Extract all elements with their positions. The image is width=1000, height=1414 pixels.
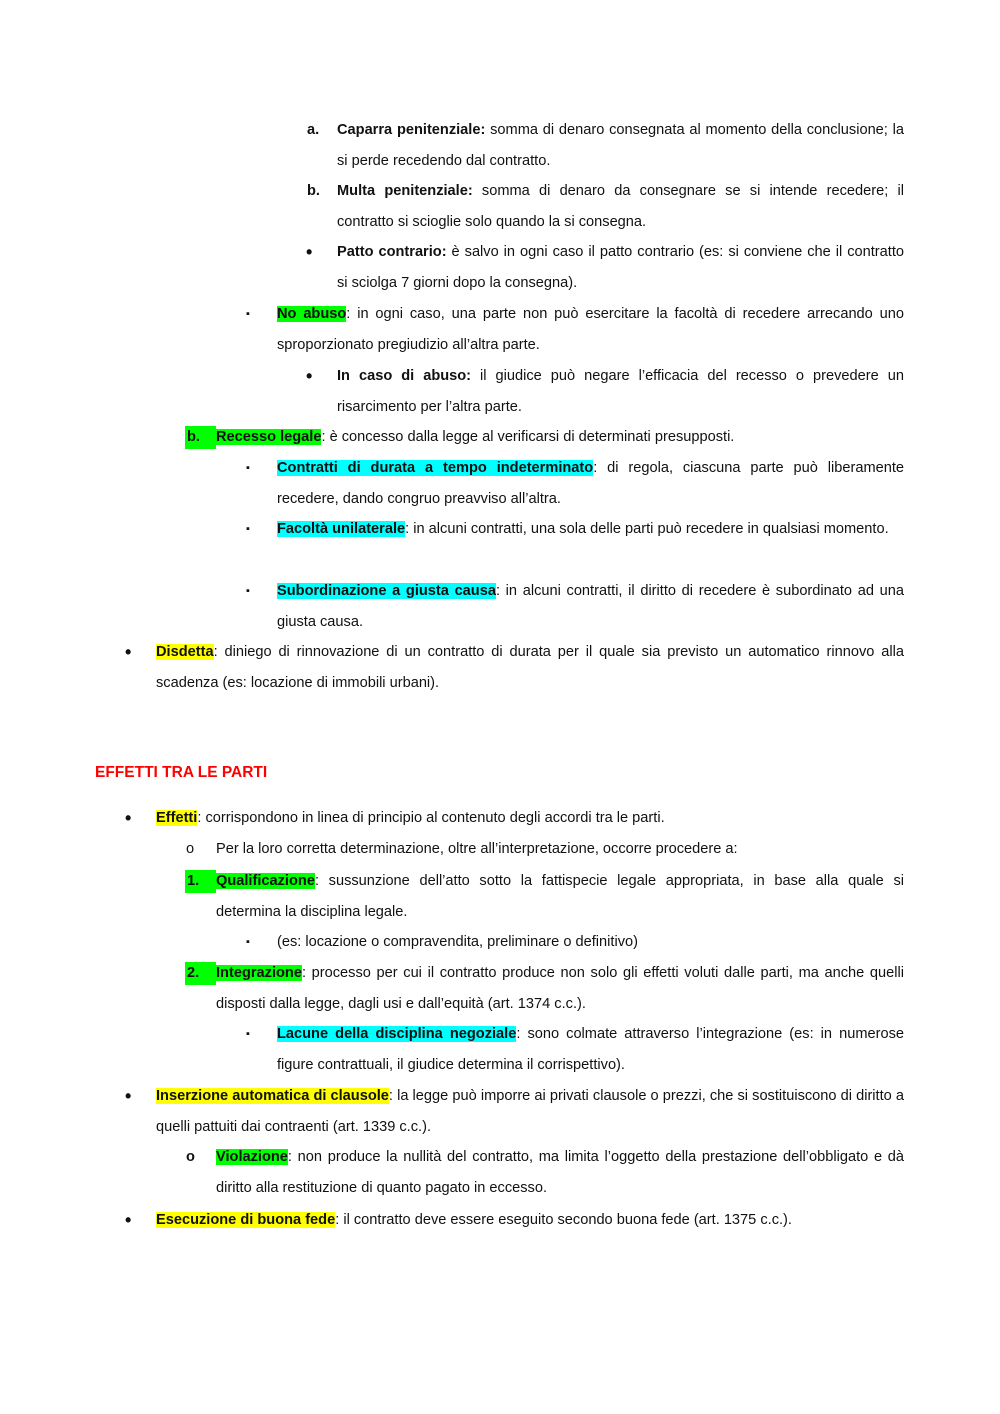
highlighted-term: Subordinazione a giusta causa xyxy=(277,583,496,599)
list-item-term: Caparra penitenziale: xyxy=(337,122,486,138)
square-bullet-marker: ▪ xyxy=(246,1028,250,1040)
square-bullet-marker: ▪ xyxy=(246,308,250,320)
list-item-text: : processo per cui il contratto produce non solo gli effetti voluti dalle parti, ma anche quelli disposti dalla legge, dagli usi e dall’equità (art. 1374 c.c.). xyxy=(216,965,904,1012)
list-item-qualificazione xyxy=(187,866,904,928)
list-item-inserzione-automatica xyxy=(125,1081,904,1143)
section-heading: EFFETTI TRA LE PARTI xyxy=(95,764,268,781)
list-item-text: (es: locazione o compravendita, preliminare o definitivo) xyxy=(277,934,638,950)
list-item-lacune xyxy=(246,1019,904,1081)
list-item-in-caso-di-abuso xyxy=(306,361,904,423)
bullet-marker: • xyxy=(125,1210,132,1230)
list-marker: 1. xyxy=(187,873,200,889)
circle-bullet-marker: o xyxy=(186,1149,195,1165)
square-bullet-marker: ▪ xyxy=(246,462,250,474)
list-item-text: : in ogni caso, una parte non può esercitare la facoltà di recedere arrecando uno sproporzionato pregiudizio all’altra parte. xyxy=(277,306,904,353)
square-bullet-marker: ▪ xyxy=(246,585,250,597)
list-item-recesso-legale xyxy=(187,422,904,453)
list-item-patto-contrario xyxy=(306,237,904,299)
list-item-text: somma di denaro da consegnare se si intende recedere; il contratto si scioglie solo quando la si consegna. xyxy=(337,183,904,230)
bullet-marker: • xyxy=(125,642,132,662)
list-item-text: il giudice può negare l’efficacia del recesso o prevedere un risarcimento per l’altra parte. xyxy=(337,368,904,415)
square-bullet-marker: ▪ xyxy=(246,936,250,948)
list-item-text: : di regola, ciascuna parte può liberamente recedere, dando congruo preavviso all’altra. xyxy=(277,460,905,507)
highlighted-term: Qualificazione xyxy=(216,873,315,889)
highlighted-term: Integrazione xyxy=(216,965,302,981)
highlighted-term: Contratti di durata a tempo indeterminato xyxy=(277,460,594,476)
list-item-text: : sono colmate attraverso l’integrazione (es: in numerose figure contrattuali, il giudice determina il corrispettivo). xyxy=(277,1026,904,1073)
bullet-marker: • xyxy=(306,366,313,386)
highlighted-term: Facoltà unilaterale xyxy=(277,521,406,537)
list-item-esecuzione-buona-fede xyxy=(125,1205,904,1236)
list-item-text: : la legge può imporre ai privati clausole o prezzi, che si sostituiscono di diritto a quelli pattuiti dai contraenti (art. 1339 c.c.). xyxy=(156,1088,904,1135)
list-item-text: è salvo in ogni caso il patto contrario (es: si conviene che il contratto si sciolga 7 giorni dopo la consegna). xyxy=(337,244,904,291)
list-item-text: : è concesso dalla legge al verificarsi di determinati presupposti. xyxy=(321,429,735,445)
bullet-marker: • xyxy=(306,242,313,262)
list-marker: 2. xyxy=(187,965,200,981)
list-item-text: somma di denaro consegnata al momento della conclusione; la si perde recedendo dal contratto. xyxy=(337,122,904,169)
list-item-text: : corrispondono in linea di principio al contenuto degli accordi tra le parti. xyxy=(197,810,665,826)
list-marker: b. xyxy=(187,429,200,445)
square-bullet-marker: ▪ xyxy=(246,523,250,535)
list-item-esempio xyxy=(246,927,904,958)
highlighted-term: No abuso xyxy=(277,306,347,322)
list-item-facolta-unilaterale xyxy=(246,514,904,545)
bullet-marker: • xyxy=(125,1086,132,1106)
list-item-no-abuso xyxy=(246,299,904,361)
list-item-text: : il contratto deve essere eseguito secondo buona fede (art. 1375 c.c.). xyxy=(335,1212,792,1228)
list-item-text: : non produce la nullità del contratto, ma limita l’oggetto della prestazione dell’obbligato e dà diritto alla restituzione di quanto pagato in eccesso. xyxy=(216,1149,904,1196)
highlighted-term: Inserzione automatica di clausole xyxy=(156,1088,389,1104)
highlighted-term: Lacune della disciplina negoziale xyxy=(277,1026,517,1042)
highlighted-term: Disdetta xyxy=(156,644,214,660)
highlighted-term: Violazione xyxy=(216,1149,288,1165)
list-marker: b. xyxy=(307,183,320,199)
list-item-text: : diniego di rinnovazione di un contratto di durata per il quale sia previsto un automatico rinnovo alla scadenza (es: locazione di immobili urbani). xyxy=(156,644,904,691)
list-item-disdetta xyxy=(125,637,904,699)
list-item-multa-penitenziale xyxy=(307,176,904,238)
list-item-violazione xyxy=(186,1142,904,1204)
highlighted-term: Recesso legale xyxy=(216,429,322,445)
list-item-term: Multa penitenziale: xyxy=(337,183,473,199)
list-item-text: : sussunzione dell’atto sotto la fattispecie legale appropriata, in base alla quale si determina la disciplina legale. xyxy=(216,873,904,920)
list-item-integrazione xyxy=(187,958,904,1020)
list-marker: a. xyxy=(307,122,320,138)
highlighted-term: Esecuzione di buona fede xyxy=(156,1212,336,1228)
list-item-effetti xyxy=(125,803,904,834)
circle-bullet-marker: o xyxy=(186,841,195,857)
list-item-caparra-penitenziale xyxy=(307,115,904,177)
list-item-text: : in alcuni contratti, una sola delle parti può recedere in qualsiasi momento. xyxy=(405,521,889,537)
list-item-text: : in alcuni contratti, il diritto di recedere è subordinato ad una giusta causa. xyxy=(277,583,904,630)
list-item-contratti-di-durata xyxy=(246,453,905,515)
list-item-subordinazione xyxy=(246,576,904,638)
bullet-marker: • xyxy=(125,808,132,828)
list-item-term: Patto contrario: xyxy=(337,244,447,260)
list-item-determinazione xyxy=(186,834,904,865)
list-item-term: In caso di abuso: xyxy=(337,368,472,384)
list-item-text: Per la loro corretta determinazione, oltre all’interpretazione, occorre procedere a: xyxy=(216,841,738,857)
highlighted-term: Effetti xyxy=(156,810,198,826)
